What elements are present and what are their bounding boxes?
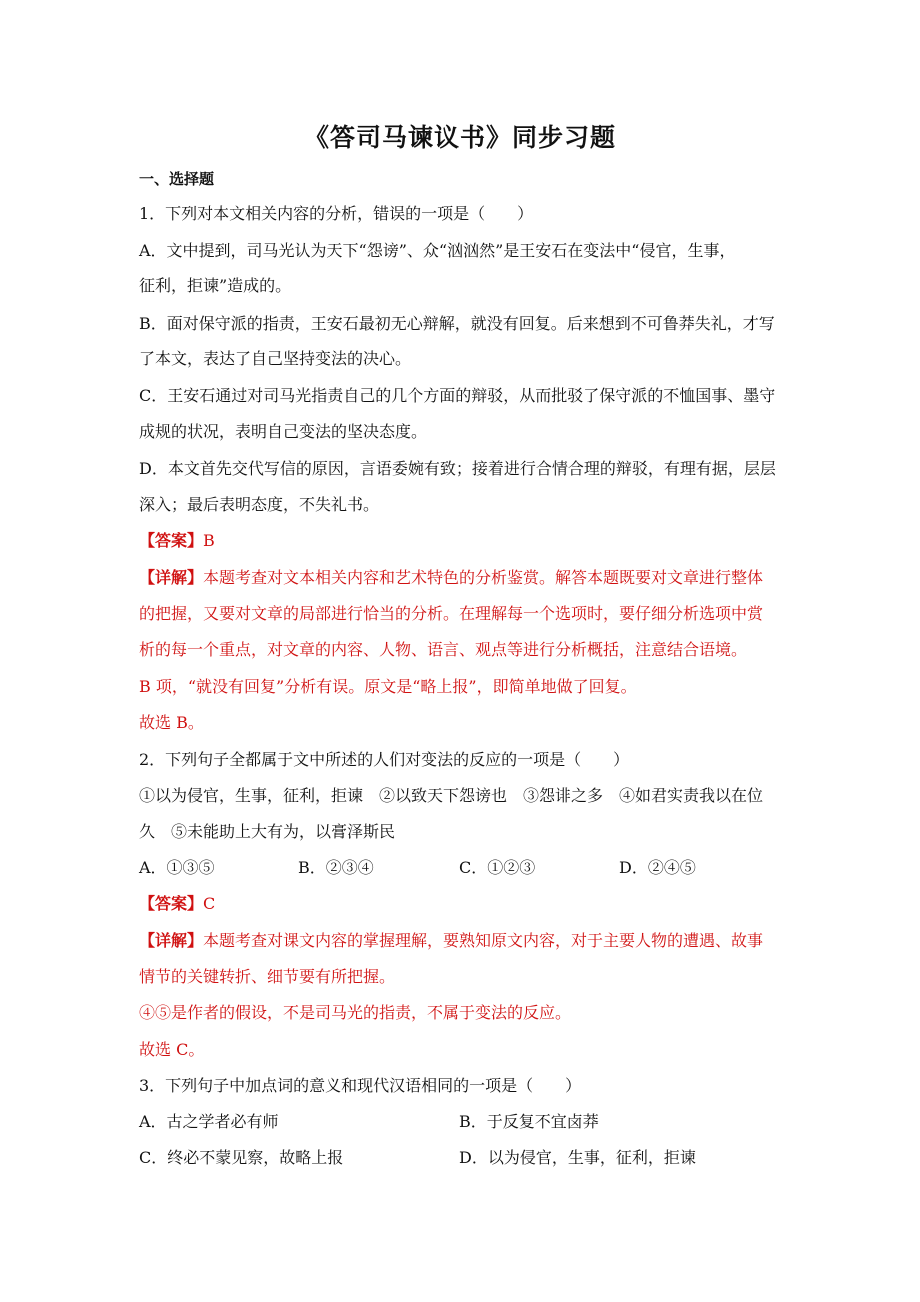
q1-answer: [139, 530, 215, 552]
q1-detail-line1: [139, 567, 763, 589]
answer-value: C: [203, 894, 216, 913]
question-2-stem: 2．下列句子全都属于文中所述的人们对变法的反应的一项是（ ）: [139, 750, 630, 769]
q2-answer: [139, 893, 215, 915]
section-heading: 一、选择题: [139, 170, 215, 188]
q2-items-line2: 久 ⑤未能助上大有为，以膏泽斯民: [139, 822, 396, 841]
detail-text: 本题考查对课文内容的掌握理解，要熟知原文内容，对于主要人物的遭遇、故事: [203, 931, 764, 950]
answer-tag: 【答案】: [139, 894, 204, 913]
q3-option-c: C．终必不蒙见察，故略上报: [139, 1148, 344, 1167]
q1-detail-line2: 的把握，又要对文章的局部进行恰当的分析。在理解每一个选项时，要仔细分析选项中赏: [139, 604, 764, 623]
q3-option-a: A．古之学者必有师: [139, 1112, 279, 1131]
question-3-stem: 3．下列句子中加点词的意义和现代汉语相同的一项是（ ）: [139, 1076, 582, 1095]
q1-option-a-line2: 征利，拒谏”造成的。: [139, 276, 292, 295]
q2-option-b: B．②③④: [298, 858, 374, 877]
q2-option-c: C．①②③: [459, 858, 536, 877]
q1-detail-line4: B 项，“就没有回复”分析有误。原文是“略上报”，即简单地做了回复。: [139, 677, 637, 696]
answer-tag: 【答案】: [139, 531, 204, 550]
q3-option-d: D．以为侵官，生事，征利，拒谏: [459, 1148, 696, 1167]
answer-value: B: [203, 531, 215, 550]
detail-text: 本题考查对文本相关内容和艺术特色的分析鉴赏。解答本题既要对文章进行整体: [203, 568, 764, 587]
q2-detail-line1: [139, 930, 763, 952]
q2-option-d: D．②④⑤: [619, 858, 696, 877]
q1-option-d-line2: 深入；最后表明态度，不失礼书。: [139, 495, 380, 514]
page-title: 《答司马谏议书》同步习题: [303, 123, 616, 152]
q1-option-d-line1: D．本文首先交代写信的原因，言语委婉有致；接着进行合情合理的辩驳，有理有据，层层: [139, 459, 776, 478]
q2-detail-line2: 情节的关键转折、细节要有所把握。: [139, 967, 396, 986]
q2-option-a: A．①③⑤: [139, 858, 215, 877]
detail-tag: 【详解】: [139, 568, 204, 587]
q1-option-c-line2: 成规的状况，表明自己变法的坚决态度。: [139, 422, 428, 441]
detail-tag: 【详解】: [139, 931, 204, 950]
q2-items-line1: ①以为侵官，生事，征利，拒谏 ②以致天下怨谤也 ③怨诽之多 ④如君实责我以在位: [139, 786, 764, 805]
q2-detail-line3: ④⑤是作者的假设，不是司马光的指责，不属于变法的反应。: [139, 1003, 572, 1022]
q1-option-b-line2: 了本文，表达了自己坚持变法的决心。: [139, 349, 412, 368]
q1-option-b-line1: B．面对保守派的指责，王安石最初无心辩解，就没有回复。后来想到不可鲁莽失礼，才写: [139, 314, 775, 333]
q2-conclusion: 故选 C。: [139, 1040, 205, 1059]
question-1-stem: 1．下列对本文相关内容的分析，错误的一项是（ ）: [139, 204, 534, 223]
q1-option-a-line1: A．文中提到，司马光认为天下“怨谤”、众“汹汹然”是王安石在变法中“侵官，生事，: [139, 241, 736, 260]
q3-option-b: B．于反复不宜卤莽: [459, 1112, 599, 1131]
q1-detail-line3: 析的每一个重点，对文章的内容、人物、语言、观点等进行分析概括，注意结合语境。: [139, 640, 748, 659]
q1-conclusion: 故选 B。: [139, 713, 204, 732]
q1-option-c-line1: C．王安石通过对司马光指责自己的几个方面的辩驳，从而批驳了保守派的不恤国事、墨守: [139, 386, 776, 405]
